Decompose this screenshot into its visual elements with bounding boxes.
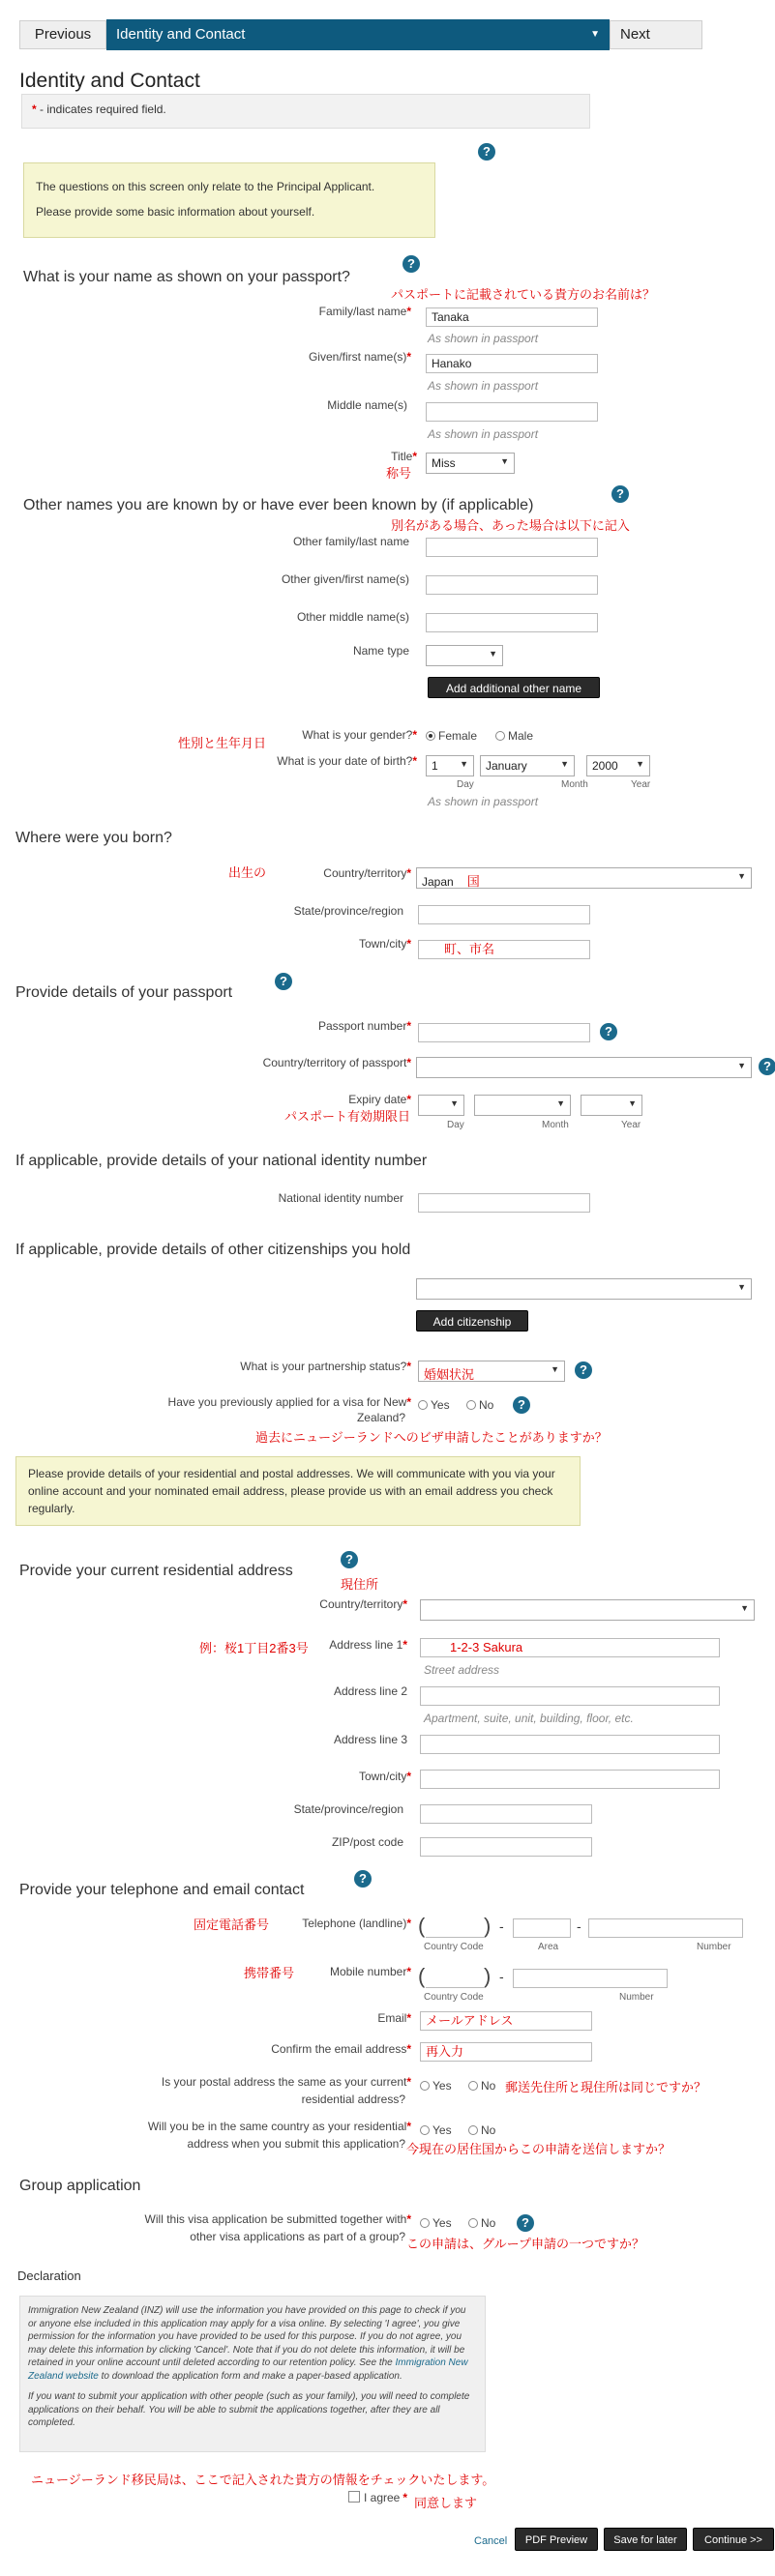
landline-label: Telephone (landline)*: [302, 1917, 411, 1930]
pdf-preview-button[interactable]: PDF Preview: [515, 2528, 598, 2551]
chevron-down-icon: ▼: [556, 1098, 565, 1108]
info-line-1: The questions on this screen only relate to the Principal Applicant.: [36, 180, 375, 193]
landline-area-input[interactable]: [513, 1918, 571, 1938]
declaration-jp-note: ニュージーランド移民局は、ここで記入された貴方の情報をチェックいたします。: [31, 2473, 495, 2487]
landline-country-code-input[interactable]: [426, 1918, 484, 1938]
landline-jp: 固定電話番号: [194, 1917, 270, 1932]
title-label: Title*: [391, 450, 417, 463]
chevron-down-icon: ▼: [500, 456, 509, 466]
chevron-down-icon: ▼: [740, 1603, 749, 1613]
given-name-hint: As shown in passport: [428, 379, 539, 393]
radio-icon: [420, 2218, 430, 2228]
other-given-label: Other given/first name(s): [281, 572, 409, 586]
radio-icon: [468, 2081, 478, 2091]
citizenship-select[interactable]: [416, 1278, 752, 1300]
no-label: No: [479, 1398, 494, 1412]
help-icon[interactable]: ?: [341, 1551, 358, 1568]
prev-visa-no-radio[interactable]: [466, 1398, 493, 1412]
gender-dob-jp-note: 性別と生年月日: [178, 736, 267, 750]
name-heading: What is your name as shown on your passport?: [23, 269, 350, 285]
given-name-input[interactable]: Hanako: [426, 354, 598, 373]
male-label: Male: [508, 729, 534, 743]
prev-visa-yes-radio[interactable]: [418, 1398, 450, 1412]
middle-name-label: Middle name(s): [327, 398, 407, 412]
postal-yes-radio[interactable]: [420, 2079, 452, 2093]
chevron-down-icon: ▼: [551, 1364, 559, 1374]
group-no-radio[interactable]: [468, 2216, 495, 2230]
dob-month-select[interactable]: [480, 755, 575, 776]
group-label: Will this visa application be submitted together with* other visa applications as part of a group?: [144, 2212, 411, 2243]
address-line3-input[interactable]: [420, 1735, 720, 1754]
other-family-label: Other family/last name: [292, 535, 409, 548]
expiry-month-select[interactable]: [474, 1095, 571, 1116]
mobile-country-code-caption: Country Code: [424, 1992, 484, 2003]
dob-month-value: January: [486, 759, 527, 773]
same-country-jp: 今現在の居住国からこの申請を送信しますか？: [406, 2142, 671, 2156]
dash-separator: -: [577, 1918, 581, 1934]
address-line1-hint: Street address: [424, 1663, 500, 1677]
title-jp: 称号: [386, 466, 412, 481]
no-label: No: [481, 2216, 496, 2230]
radio-icon: [418, 1400, 428, 1410]
help-icon[interactable]: ?: [611, 485, 629, 503]
gender-male-radio[interactable]: [495, 729, 533, 743]
yes-label: Yes: [432, 2079, 452, 2093]
close-paren: ): [484, 1964, 492, 1988]
dash-separator: -: [499, 1969, 504, 1984]
address-heading: Provide your current residential address: [19, 1563, 293, 1579]
address-info-text: Please provide details of your residential and postal addresses. We will communicate with you via your online account and your nominated email address, please provide us with an email address you check regularly.: [28, 1467, 555, 1515]
expiry-year-select[interactable]: [581, 1095, 642, 1116]
section-selector-label: Identity and Contact: [116, 26, 246, 43]
address-town-label: Town/city*: [358, 1770, 411, 1783]
same-country-yes-radio[interactable]: [420, 2123, 452, 2137]
yes-label: Yes: [432, 2123, 452, 2137]
postal-no-radio[interactable]: [468, 2079, 495, 2093]
contact-heading: Provide your telephone and email contact: [19, 1882, 305, 1898]
dash-separator: -: [499, 1918, 504, 1934]
chevron-down-icon: ▼: [737, 1061, 746, 1070]
checkbox-icon: [348, 2491, 360, 2503]
radio-icon: [495, 731, 505, 741]
chevron-down-icon: ▼: [636, 759, 644, 769]
next-button[interactable]: Next: [610, 20, 702, 49]
national-id-input[interactable]: [418, 1193, 590, 1213]
partnership-select[interactable]: [418, 1361, 565, 1382]
radio-icon: [468, 2218, 478, 2228]
close-paren: ): [484, 1914, 492, 1938]
dob-hint: As shown in passport: [428, 795, 539, 808]
expiry-day-select[interactable]: [418, 1095, 464, 1116]
name-type-label: Name type: [352, 644, 409, 658]
yes-label: Yes: [431, 1398, 450, 1412]
landline-country-code-caption: Country Code: [424, 1942, 484, 1952]
group-jp-note: この申請は、グループ申請の一つですか？: [406, 2237, 644, 2251]
help-icon[interactable]: ?: [513, 1396, 530, 1414]
address-jp-note: 現住所: [341, 1577, 379, 1592]
middle-name-hint: As shown in passport: [428, 427, 539, 441]
address-country-label: Country/territory*: [319, 1597, 407, 1611]
national-id-heading: If applicable, provide details of your national identity number: [15, 1153, 428, 1169]
inz-website-link[interactable]: Immigration New Zealand website: [28, 2357, 468, 2382]
address-state-input[interactable]: [420, 1804, 592, 1824]
address-zip-label: ZIP/post code: [331, 1835, 403, 1849]
address-line2-input[interactable]: [420, 1686, 720, 1706]
middle-name-input[interactable]: [426, 402, 598, 422]
address-line1-label: Address line 1*: [329, 1638, 407, 1652]
dob-month-caption: Month: [561, 779, 588, 790]
other-names-jp-note: 別名がある場合、あった場合は以下に記入: [391, 518, 630, 533]
postal-same-label: Is your postal address the same as your current* residential address?: [161, 2075, 411, 2106]
address-example-jp: 例：桜1丁目2番3号: [199, 1641, 309, 1655]
open-paren: (: [418, 1964, 426, 1988]
birth-country-jp: 国: [466, 874, 480, 889]
address-state-label: State/province/region: [293, 1802, 403, 1816]
national-id-label: National identity number: [278, 1191, 403, 1205]
mobile-country-code-input[interactable]: [426, 1969, 484, 1988]
declaration-heading: Declaration: [17, 2269, 81, 2283]
radio-checked-icon: [426, 731, 435, 741]
prev-visa-label: Have you previously applied for a visa for New* Zealand?: [167, 1395, 411, 1424]
family-name-label: Family/last name*: [318, 305, 411, 318]
address-line2-label: Address line 2: [333, 1684, 407, 1698]
required-note-box: [21, 94, 590, 129]
radio-icon: [420, 2081, 430, 2091]
landline-area-caption: Area: [538, 1942, 559, 1952]
mobile-jp: 携帯番号: [244, 1966, 295, 1980]
passport-number-label: Passport number*: [317, 1019, 411, 1033]
birth-state-label: State/province/region: [293, 904, 403, 918]
family-name-input[interactable]: Tanaka: [426, 307, 598, 327]
family-name-hint: As shown in passport: [428, 332, 539, 345]
help-icon[interactable]: ?: [402, 255, 420, 273]
other-given-input[interactable]: [426, 575, 598, 595]
open-paren: (: [418, 1914, 426, 1938]
address-country-select[interactable]: [420, 1599, 755, 1621]
address-zip-input[interactable]: [420, 1837, 592, 1857]
expiry-jp: パスポート有効期限日: [284, 1109, 411, 1124]
expiry-label: Expiry date*: [348, 1093, 411, 1106]
info-line-2: Please provide some basic information about yourself.: [36, 205, 315, 219]
title-value: Miss: [432, 456, 456, 470]
address-line1-input[interactable]: 1-2-3 Sakura: [420, 1638, 720, 1657]
save-for-later-button[interactable]: Save for later: [604, 2528, 687, 2551]
radio-icon: [466, 1400, 476, 1410]
no-label: No: [481, 2079, 496, 2093]
birth-jp-note: 出生の: [228, 865, 267, 880]
passport-country-label: Country/territory of passport*: [262, 1056, 411, 1069]
address-info-box: [15, 1456, 581, 1526]
passport-heading: Provide details of your passport: [15, 984, 233, 1001]
chevron-down-icon: ▼: [560, 759, 569, 769]
expiry-day-caption: Day: [447, 1120, 464, 1130]
birth-country-select[interactable]: [416, 867, 752, 889]
female-label: Female: [438, 729, 478, 743]
gender-female-radio[interactable]: [426, 729, 477, 743]
name-type-select[interactable]: [426, 645, 503, 666]
required-note-text: - indicates required field.: [40, 102, 166, 116]
other-middle-label: Other middle name(s): [296, 610, 409, 624]
confirm-email-input[interactable]: 再入力: [420, 2042, 592, 2062]
title-select[interactable]: [426, 453, 515, 474]
help-icon[interactable]: ?: [517, 2214, 534, 2232]
help-icon[interactable]: ?: [478, 143, 495, 161]
dob-day-select[interactable]: [426, 755, 474, 776]
passport-number-input[interactable]: [418, 1023, 590, 1042]
passport-country-select[interactable]: [416, 1057, 752, 1078]
agree-label: I agree: [364, 2491, 401, 2504]
same-country-label: Will you be in the same country as your residential* address when you submit this application?: [147, 2120, 411, 2151]
birth-state-input[interactable]: [418, 905, 590, 924]
email-input[interactable]: メールアドレス: [420, 2011, 592, 2031]
mobile-label: Mobile number*: [329, 1965, 411, 1978]
chevron-down-icon: ▼: [737, 1282, 746, 1292]
dob-year-value: 2000: [592, 759, 618, 773]
dob-day-caption: Day: [457, 779, 474, 790]
landline-number-caption: Number: [697, 1942, 731, 1952]
dob-year-select[interactable]: [586, 755, 650, 776]
agree-checkbox[interactable]: I agree *: [348, 2491, 407, 2504]
page-title: Identity and Contact: [19, 70, 200, 92]
chevron-down-icon: ▼: [489, 649, 497, 659]
email-label: Email*: [377, 2011, 411, 2025]
address-line3-label: Address line 3: [333, 1733, 407, 1746]
dob-day-value: 1: [432, 759, 438, 773]
mobile-number-caption: Number: [619, 1992, 654, 2003]
dob-year-caption: Year: [631, 779, 651, 790]
radio-icon: [420, 2125, 430, 2135]
previous-button[interactable]: Previous: [19, 20, 106, 49]
help-icon[interactable]: ?: [600, 1023, 617, 1040]
agree-jp: 同意します: [414, 2496, 478, 2510]
birth-town-input[interactable]: 町、市名: [418, 940, 590, 959]
birth-country-value: Japan: [422, 875, 454, 889]
chevron-down-icon: ▼: [737, 871, 746, 881]
add-citizenship-button[interactable]: Add citizenship: [416, 1310, 528, 1332]
declaration-para-2: If you want to submit your application with other people (such as your family), you will need to complete applications on their behalf. You will be able to submit the applications together, after they are all completed.: [28, 2391, 470, 2428]
partnership-value: 婚姻状況: [424, 1367, 475, 1382]
principal-info-box: [23, 162, 435, 238]
given-name-label: Given/first name(s)*: [308, 350, 411, 364]
gender-label: What is your gender?*: [302, 728, 417, 742]
prev-visa-jp-note: 過去にニュージーランドへのビザ申請したことがありますか？: [255, 1430, 608, 1445]
declaration-box: [19, 2296, 486, 2452]
chevron-down-icon: ▼: [460, 759, 468, 769]
chevron-down-icon: ▼: [590, 29, 600, 40]
address-line2-hint: Apartment, suite, unit, building, floor, etc.: [424, 1712, 634, 1725]
other-middle-input[interactable]: [426, 613, 598, 632]
chevron-down-icon: ▼: [450, 1098, 459, 1108]
help-icon[interactable]: ?: [759, 1058, 775, 1075]
no-label: No: [481, 2123, 496, 2137]
confirm-email-label: Confirm the email address*: [271, 2042, 411, 2056]
cancel-link[interactable]: Cancel: [474, 2535, 508, 2547]
other-family-input[interactable]: [426, 538, 598, 557]
other-names-heading: Other names you are known by or have ever been known by (if applicable): [23, 497, 534, 513]
help-icon[interactable]: ?: [275, 973, 292, 990]
required-star: *: [32, 102, 37, 116]
chevron-down-icon: ▼: [628, 1098, 637, 1108]
same-country-no-radio[interactable]: [468, 2123, 495, 2137]
postal-jp: 郵送先住所と現住所は同じですか？: [505, 2080, 707, 2094]
group-heading: Group application: [19, 2178, 141, 2194]
section-selector[interactable]: [106, 19, 610, 50]
partnership-label: What is your partnership status?*: [240, 1360, 411, 1373]
dob-label: What is your date of birth?*: [277, 754, 417, 768]
mobile-number-input[interactable]: [513, 1969, 668, 1988]
radio-icon: [468, 2125, 478, 2135]
help-icon[interactable]: ?: [575, 1361, 592, 1379]
name-jp-note: パスポートに記載されている貴方のお名前は？: [391, 287, 656, 302]
declaration-para-1: Immigration New Zealand (INZ) will use the information you have provided on this page to check if you or anyone else included in this application may apply for a visa online. By selecting 'I agree', you give permission for the information you have provided to be used for this purpose. If you do not agree, you may delete this information by clicking 'Cancel'. Note that if you do not delete this information, it will be retained in your online account until deleted according to our retention policy. See the Immigration New Zealand website to download the application form and make a paper-based application.: [28, 2305, 468, 2382]
birth-town-label: Town/city*: [358, 937, 411, 951]
help-icon[interactable]: ?: [354, 1870, 372, 1888]
yes-label: Yes: [432, 2216, 452, 2230]
add-other-name-button[interactable]: Add additional other name: [428, 677, 600, 698]
birth-country-label: Country/territory*: [323, 866, 411, 880]
group-yes-radio[interactable]: [420, 2216, 452, 2230]
continue-button[interactable]: Continue >>: [693, 2528, 774, 2551]
landline-number-input[interactable]: [588, 1918, 743, 1938]
expiry-year-caption: Year: [621, 1120, 641, 1130]
citizenship-heading: If applicable, provide details of other citizenships you hold: [15, 1242, 411, 1258]
expiry-month-caption: Month: [542, 1120, 569, 1130]
address-town-input[interactable]: [420, 1770, 720, 1789]
birth-heading: Where were you born?: [15, 830, 172, 846]
